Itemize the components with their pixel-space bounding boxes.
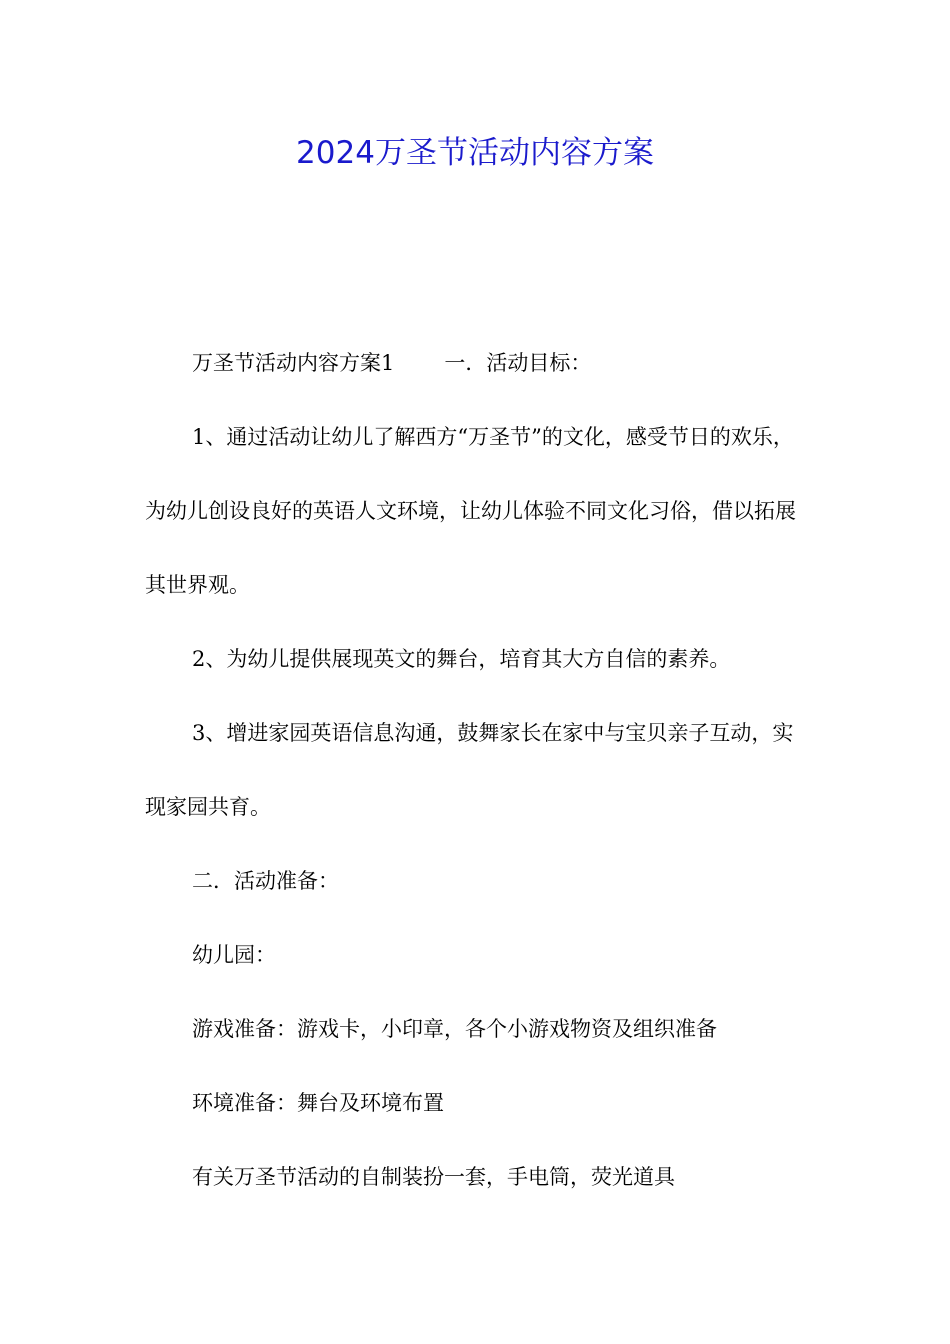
- paragraph: 1、通过活动让幼儿了解西方“万圣节”的文化，感受节日的欢乐，为幼儿创设良好的英语人文环境，让幼儿体验不同文化习俗，借以拓展其世界观。: [145, 425, 796, 597]
- paragraph: 二．活动准备：: [192, 869, 339, 893]
- paragraph: [145, 326, 807, 400]
- paragraph: 环境准备：舞台及环境布置: [192, 1091, 444, 1115]
- document-body: [145, 326, 807, 1214]
- paragraph: 3、增进家园英语信息沟通，鼓舞家长在家中与宝贝亲子互动，实现家园共育。: [145, 721, 794, 819]
- section-heading: 万圣节活动内容方案1: [192, 351, 395, 375]
- paragraph-text: 一．活动目标：: [444, 351, 592, 375]
- paragraph: 游戏准备：游戏卡，小印章，各个小游戏物资及组织准备: [192, 1017, 717, 1041]
- paragraph: 有关万圣节活动的自制装扮一套，手电筒，荧光道具: [192, 1165, 675, 1189]
- paragraph: 2、为幼儿提供展现英文的舞台，培育其大方自信的素养。: [192, 647, 731, 671]
- paragraph: 幼儿园：: [192, 943, 276, 967]
- document-title: 2024万圣节活动内容方案: [296, 135, 654, 171]
